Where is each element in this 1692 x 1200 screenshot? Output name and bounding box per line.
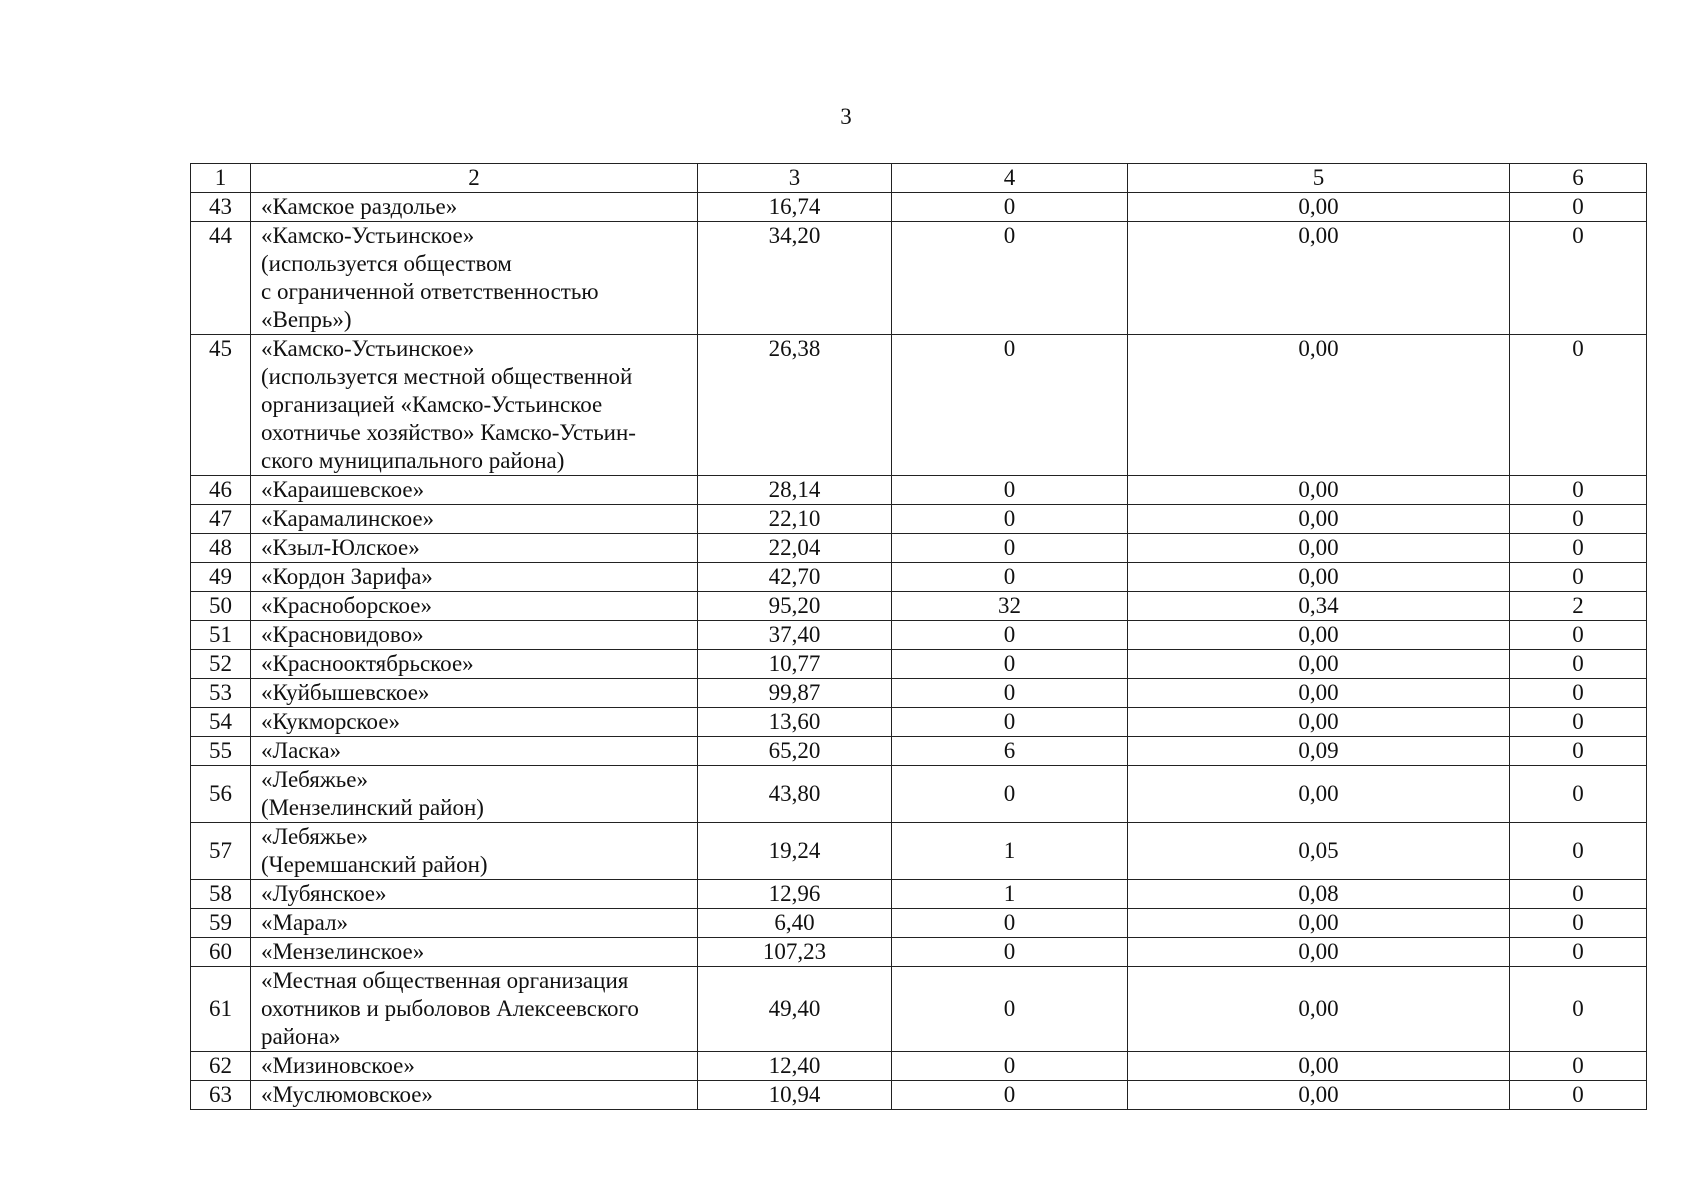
column-4-cell: 0	[892, 1081, 1128, 1110]
table-body	[191, 164, 1647, 1110]
row-number-cell: 43	[191, 193, 251, 222]
row-number-cell: 44	[191, 222, 251, 335]
column-3-cell: 34,20	[698, 222, 892, 335]
column-5-cell: 0,00	[1128, 563, 1510, 592]
column-6-cell: 0	[1510, 679, 1647, 708]
hunting-ground-name-cell: «Муслюмовское»	[251, 1081, 698, 1110]
column-3-cell: 99,87	[698, 679, 892, 708]
column-5-cell: 0,00	[1128, 1081, 1510, 1110]
column-6-cell: 0	[1510, 563, 1647, 592]
table-row	[191, 621, 1647, 650]
column-3-cell: 49,40	[698, 967, 892, 1052]
column-4-cell: 0	[892, 534, 1128, 563]
hunting-ground-name-cell: «Местная общественная организация охотников и рыболовов Алексеевского района»	[251, 967, 698, 1052]
column-3-cell: 12,96	[698, 880, 892, 909]
hunting-ground-name-cell: «Камское раздолье»	[251, 193, 698, 222]
hunting-ground-name-cell: «Лебяжье» (Черемшанский район)	[251, 823, 698, 880]
column-6-cell: 0	[1510, 737, 1647, 766]
column-3-cell: 12,40	[698, 1052, 892, 1081]
column-6-cell: 0	[1510, 766, 1647, 823]
column-6-cell: 0	[1510, 909, 1647, 938]
row-number-cell: 48	[191, 534, 251, 563]
column-4-cell: 0	[892, 621, 1128, 650]
table-row	[191, 766, 1647, 823]
table-row	[191, 708, 1647, 737]
column-5-cell: 0,00	[1128, 621, 1510, 650]
column-3-cell: 16,74	[698, 193, 892, 222]
column-4-cell: 0	[892, 505, 1128, 534]
column-3-cell: 26,38	[698, 335, 892, 476]
hunting-ground-name-cell: «Карамалинское»	[251, 505, 698, 534]
column-6-cell: 0	[1510, 335, 1647, 476]
column-3-cell: 107,23	[698, 938, 892, 967]
page-number: 3	[840, 104, 852, 129]
column-3-cell: 95,20	[698, 592, 892, 621]
row-number-cell: 59	[191, 909, 251, 938]
column-5-cell: 0,00	[1128, 967, 1510, 1052]
column-3-cell: 10,94	[698, 1081, 892, 1110]
table-row	[191, 967, 1647, 1052]
row-number-cell: 47	[191, 505, 251, 534]
row-number-cell: 56	[191, 766, 251, 823]
column-6-cell: 0	[1510, 534, 1647, 563]
table-row	[191, 1052, 1647, 1081]
column-6-cell: 0	[1510, 476, 1647, 505]
row-number-cell: 46	[191, 476, 251, 505]
column-3-cell: 37,40	[698, 621, 892, 650]
header-cell-5: 5	[1128, 164, 1510, 193]
column-4-cell: 0	[892, 563, 1128, 592]
hunting-ground-name-cell: «Камско-Устьинское» (используется местной общественной организацией «Камско-Устьинское охотничье хозяйство» Камско-Устьин- ского муниципального района)	[251, 335, 698, 476]
header-cell-2: 2	[251, 164, 698, 193]
column-3-cell: 6,40	[698, 909, 892, 938]
column-5-cell: 0,05	[1128, 823, 1510, 880]
table-row	[191, 823, 1647, 880]
hunting-ground-name-cell: «Красноборское»	[251, 592, 698, 621]
column-6-cell: 0	[1510, 1052, 1647, 1081]
column-4-cell: 0	[892, 1052, 1128, 1081]
table-row	[191, 335, 1647, 476]
column-5-cell: 0,00	[1128, 650, 1510, 679]
column-4-cell: 0	[892, 476, 1128, 505]
column-6-cell: 0	[1510, 222, 1647, 335]
column-4-cell: 0	[892, 222, 1128, 335]
table-row	[191, 909, 1647, 938]
column-6-cell: 0	[1510, 193, 1647, 222]
column-6-cell: 0	[1510, 823, 1647, 880]
column-6-cell: 0	[1510, 967, 1647, 1052]
column-6-cell: 0	[1510, 505, 1647, 534]
column-6-cell: 0	[1510, 650, 1647, 679]
row-number-cell: 49	[191, 563, 251, 592]
table-row	[191, 880, 1647, 909]
column-5-cell: 0,00	[1128, 193, 1510, 222]
column-6-cell: 2	[1510, 592, 1647, 621]
column-3-cell: 19,24	[698, 823, 892, 880]
column-5-cell: 0,00	[1128, 766, 1510, 823]
header-cell-6: 6	[1510, 164, 1647, 193]
column-6-cell: 0	[1510, 621, 1647, 650]
table-row	[191, 592, 1647, 621]
row-number-cell: 60	[191, 938, 251, 967]
table-row	[191, 1081, 1647, 1110]
hunting-ground-name-cell: «Караишевское»	[251, 476, 698, 505]
column-5-cell: 0,34	[1128, 592, 1510, 621]
hunting-ground-name-cell: «Краснооктябрьское»	[251, 650, 698, 679]
table-row	[191, 938, 1647, 967]
column-4-cell: 0	[892, 938, 1128, 967]
row-number-cell: 63	[191, 1081, 251, 1110]
column-6-cell: 0	[1510, 938, 1647, 967]
hunting-ground-name-cell: «Камско-Устьинское» (используется обществом с ограниченной ответственностью «Вепрь»)	[251, 222, 698, 335]
hunting-ground-name-cell: «Лубянское»	[251, 880, 698, 909]
table-row	[191, 737, 1647, 766]
column-4-cell: 1	[892, 880, 1128, 909]
row-number-cell: 45	[191, 335, 251, 476]
column-3-cell: 65,20	[698, 737, 892, 766]
column-5-cell: 0,00	[1128, 335, 1510, 476]
column-6-cell: 0	[1510, 1081, 1647, 1110]
column-5-cell: 0,00	[1128, 679, 1510, 708]
header-row	[191, 164, 1647, 193]
hunting-ground-name-cell: «Кукморское»	[251, 708, 698, 737]
column-4-cell: 0	[892, 679, 1128, 708]
row-number-cell: 62	[191, 1052, 251, 1081]
hunting-ground-name-cell: «Кордон Зарифа»	[251, 563, 698, 592]
column-3-cell: 43,80	[698, 766, 892, 823]
column-3-cell: 28,14	[698, 476, 892, 505]
table-row	[191, 193, 1647, 222]
column-6-cell: 0	[1510, 708, 1647, 737]
data-table	[190, 163, 1647, 1110]
row-number-cell: 52	[191, 650, 251, 679]
column-6-cell: 0	[1510, 880, 1647, 909]
table-row	[191, 563, 1647, 592]
column-4-cell: 0	[892, 708, 1128, 737]
column-4-cell: 0	[892, 650, 1128, 679]
column-4-cell: 0	[892, 909, 1128, 938]
row-number-cell: 57	[191, 823, 251, 880]
table-row	[191, 222, 1647, 335]
column-5-cell: 0,00	[1128, 1052, 1510, 1081]
column-5-cell: 0,08	[1128, 880, 1510, 909]
column-4-cell: 0	[892, 766, 1128, 823]
hunting-ground-name-cell: «Красновидово»	[251, 621, 698, 650]
column-3-cell: 13,60	[698, 708, 892, 737]
column-3-cell: 10,77	[698, 650, 892, 679]
hunting-ground-name-cell: «Мензелинское»	[251, 938, 698, 967]
column-3-cell: 22,10	[698, 505, 892, 534]
column-5-cell: 0,00	[1128, 476, 1510, 505]
header-cell-3: 3	[698, 164, 892, 193]
table-row	[191, 650, 1647, 679]
column-5-cell: 0,00	[1128, 505, 1510, 534]
column-4-cell: 1	[892, 823, 1128, 880]
hunting-ground-name-cell: «Кзыл-Юлское»	[251, 534, 698, 563]
row-number-cell: 53	[191, 679, 251, 708]
column-5-cell: 0,00	[1128, 909, 1510, 938]
column-5-cell: 0,00	[1128, 938, 1510, 967]
column-5-cell: 0,09	[1128, 737, 1510, 766]
row-number-cell: 58	[191, 880, 251, 909]
table-row	[191, 534, 1647, 563]
table-row	[191, 505, 1647, 534]
column-3-cell: 22,04	[698, 534, 892, 563]
column-4-cell: 0	[892, 335, 1128, 476]
hunting-ground-name-cell: «Ласка»	[251, 737, 698, 766]
column-5-cell: 0,00	[1128, 534, 1510, 563]
column-4-cell: 32	[892, 592, 1128, 621]
hunting-ground-name-cell: «Лебяжье» (Мензелинский район)	[251, 766, 698, 823]
header-cell-1: 1	[191, 164, 251, 193]
hunting-ground-name-cell: «Марал»	[251, 909, 698, 938]
row-number-cell: 54	[191, 708, 251, 737]
row-number-cell: 51	[191, 621, 251, 650]
row-number-cell: 50	[191, 592, 251, 621]
row-number-cell: 61	[191, 967, 251, 1052]
column-3-cell: 42,70	[698, 563, 892, 592]
column-4-cell: 6	[892, 737, 1128, 766]
column-4-cell: 0	[892, 193, 1128, 222]
column-5-cell: 0,00	[1128, 222, 1510, 335]
column-4-cell: 0	[892, 967, 1128, 1052]
table-row	[191, 476, 1647, 505]
hunting-ground-name-cell: «Куйбышевское»	[251, 679, 698, 708]
hunting-ground-name-cell: «Мизиновское»	[251, 1052, 698, 1081]
header-cell-4: 4	[892, 164, 1128, 193]
table-row	[191, 679, 1647, 708]
row-number-cell: 55	[191, 737, 251, 766]
column-5-cell: 0,00	[1128, 708, 1510, 737]
